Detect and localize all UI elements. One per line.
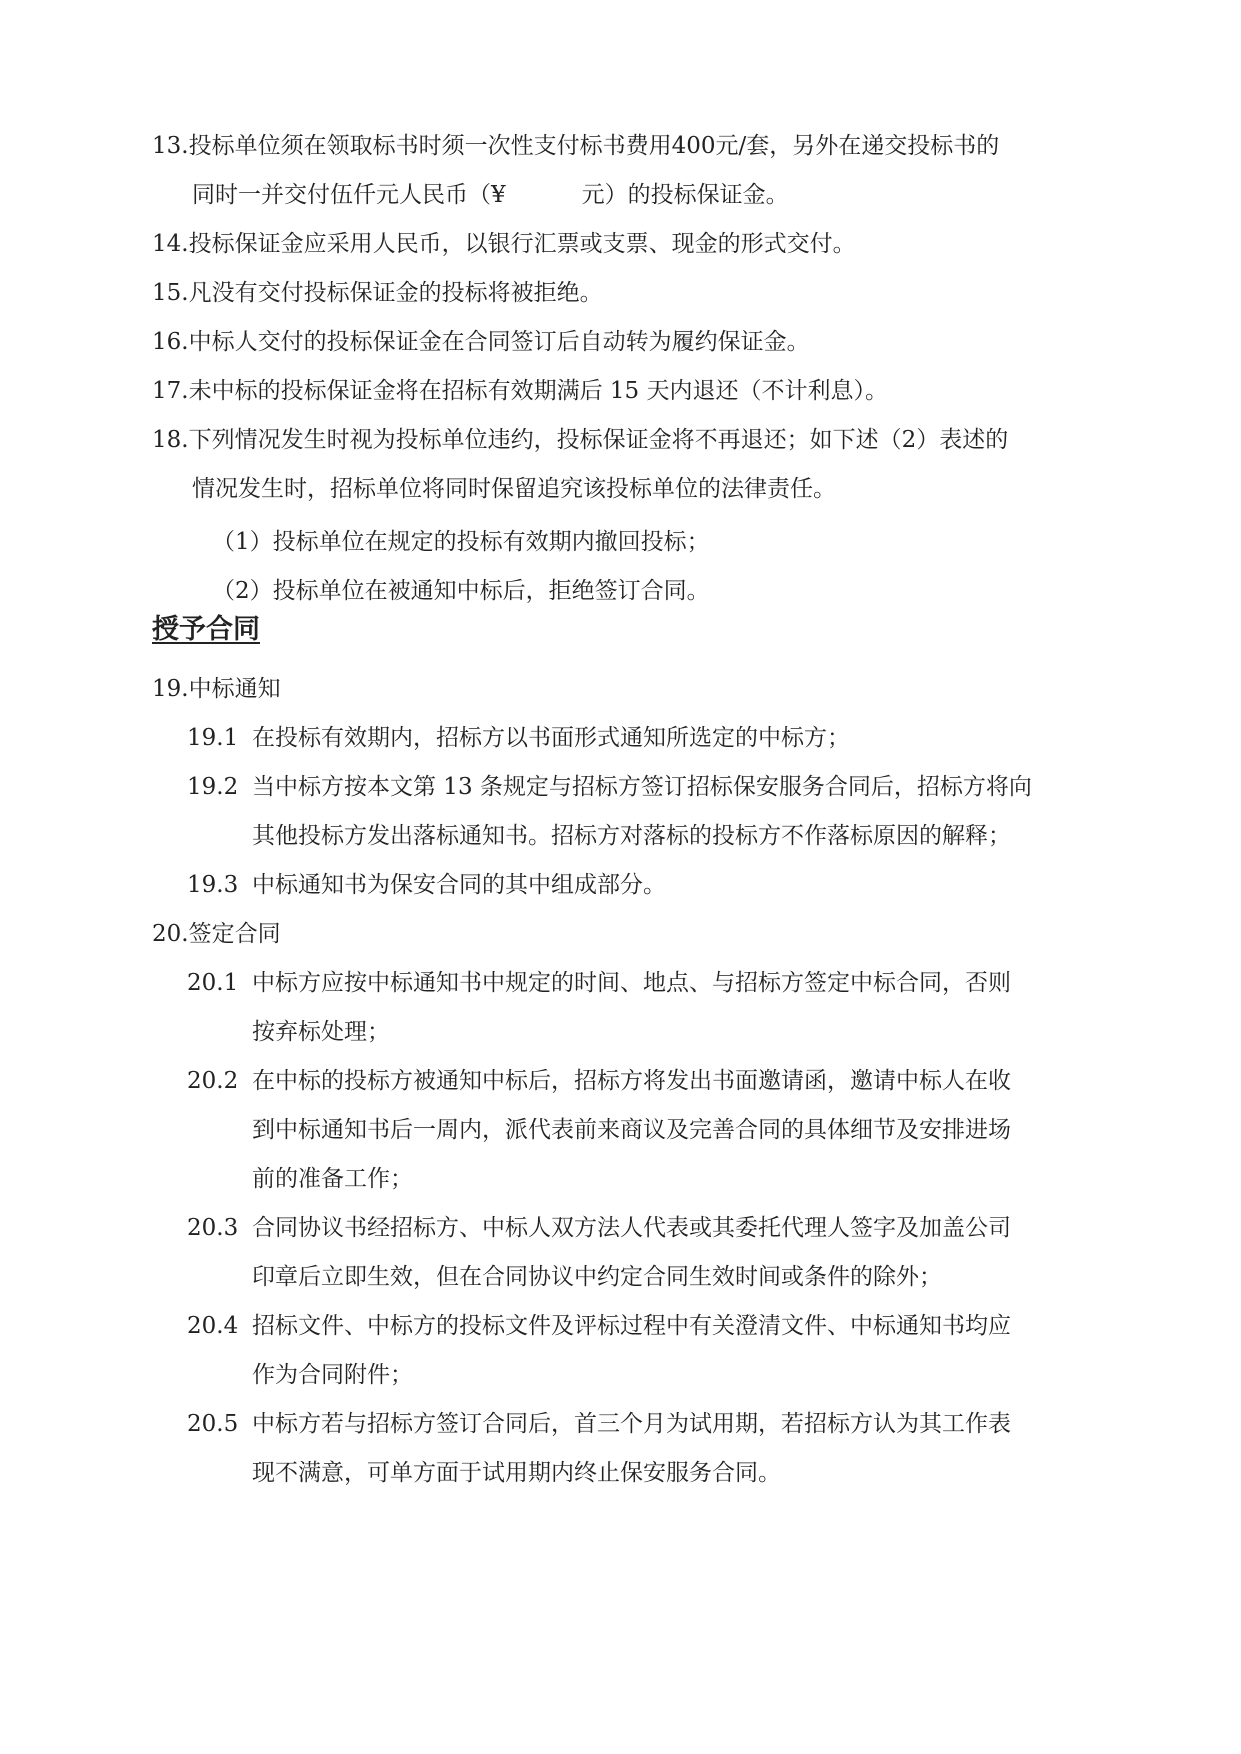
item-13-amount-suffix: 元）的投标保证金。 xyxy=(581,182,789,208)
item-18-sub-2: （2）投标单位在被通知中标后，拒绝签订合同。 xyxy=(212,578,710,604)
item-14 xyxy=(152,229,856,259)
item-16-number: 16. xyxy=(152,329,189,355)
item-19-number: 19. xyxy=(152,676,189,702)
item-20-2-number: 20.2 xyxy=(187,1068,239,1094)
item-17-number: 17. xyxy=(152,378,189,404)
item-14-text: 投标保证金应采用人民币，以银行汇票或支票、现金的形式交付。 xyxy=(188,231,856,257)
item-13-number: 13. xyxy=(152,133,189,159)
item-20-3-line-1: 合同协议书经招标方、中标人双方法人代表或其委托代理人签字及加盖公司 xyxy=(252,1215,1011,1241)
item-19 xyxy=(152,674,281,704)
item-20-1-number: 20.1 xyxy=(187,970,239,996)
item-20-2-line-2: 到中标通知书后一周内，派代表前来商议及完善合同的具体细节及安排进场 xyxy=(252,1117,1011,1143)
item-16-text: 中标人交付的投标保证金在合同签订后自动转为履约保证金。 xyxy=(188,329,810,355)
item-20-4-line-1: 招标文件、中标方的投标文件及评标过程中有关澄清文件、中标通知书均应 xyxy=(252,1313,1011,1339)
item-20 xyxy=(152,919,281,949)
item-20-4-line-2: 作为合同附件； xyxy=(252,1362,413,1388)
item-19-1-number: 19.1 xyxy=(187,725,239,751)
item-19-1-text: 在投标有效期内，招标方以书面形式通知所选定的中标方； xyxy=(252,725,850,751)
item-20-title: 签定合同 xyxy=(188,921,281,947)
item-20-4-number: 20.4 xyxy=(187,1313,239,1339)
item-19-2-line-2: 其他投标方发出落标通知书。招标方对落标的投标方不作落标原因的解释； xyxy=(252,823,1011,849)
item-19-3-number: 19.3 xyxy=(187,872,239,898)
item-13-line-2 xyxy=(192,180,789,210)
item-15-text: 凡没有交付投标保证金的投标将被拒绝。 xyxy=(188,280,603,306)
item-20-1-line-1: 中标方应按中标通知书中规定的时间、地点、与招标方签定中标合同，否则 xyxy=(252,970,1011,996)
item-13-text: 投标单位须在领取标书时须一次性支付标书费用400元/套，另外在递交投标书的 xyxy=(188,133,1000,159)
item-13-amount-prefix: 同时一并交付伍仟元人民币（¥ xyxy=(192,182,506,208)
item-18-text: 下列情况发生时视为投标单位违约，投标保证金将不再退还；如下述（2）表述的 xyxy=(188,427,1009,453)
item-20-1-line-2: 按弃标处理； xyxy=(252,1019,390,1045)
item-20-2-line-3: 前的准备工作； xyxy=(252,1166,413,1192)
section-heading: 授予合同 xyxy=(152,614,260,645)
item-18-sub-1: （1）投标单位在规定的投标有效期内撤回投标； xyxy=(212,529,710,555)
item-20-number: 20. xyxy=(152,921,189,947)
item-20-3-line-2: 印章后立即生效，但在合同协议中约定合同生效时间或条件的除外； xyxy=(252,1264,942,1290)
item-15 xyxy=(152,278,603,308)
item-19-3-text: 中标通知书为保安合同的其中组成部分。 xyxy=(252,872,666,898)
item-18-line-2: 情况发生时，招标单位将同时保留追究该投标单位的法律责任。 xyxy=(192,476,836,502)
item-14-number: 14. xyxy=(152,231,189,257)
item-19-title: 中标通知 xyxy=(188,676,281,702)
item-18-line-1 xyxy=(152,425,1008,455)
item-17 xyxy=(152,376,888,406)
item-20-3-number: 20.3 xyxy=(187,1215,239,1241)
item-20-2-line-1: 在中标的投标方被通知中标后，招标方将发出书面邀请函，邀请中标人在收 xyxy=(252,1068,1011,1094)
item-15-number: 15. xyxy=(152,280,189,306)
item-20-5-line-2: 现不满意，可单方面于试用期内终止保安服务合同。 xyxy=(252,1460,781,1486)
item-19-2-number: 19.2 xyxy=(187,774,239,800)
item-16 xyxy=(152,327,810,357)
item-20-5-number: 20.5 xyxy=(187,1411,239,1437)
item-18-number: 18. xyxy=(152,427,189,453)
item-20-5-line-1: 中标方若与招标方签订合同后，首三个月为试用期，若招标方认为其工作表 xyxy=(252,1411,1011,1437)
item-17-text: 未中标的投标保证金将在招标有效期满后 15 天内退还（不计利息）。 xyxy=(188,378,888,404)
item-13-line-1 xyxy=(152,131,999,161)
item-19-2-line-1: 当中标方按本文第 13 条规定与招标方签订招标保安服务合同后，招标方将向 xyxy=(252,774,1032,800)
